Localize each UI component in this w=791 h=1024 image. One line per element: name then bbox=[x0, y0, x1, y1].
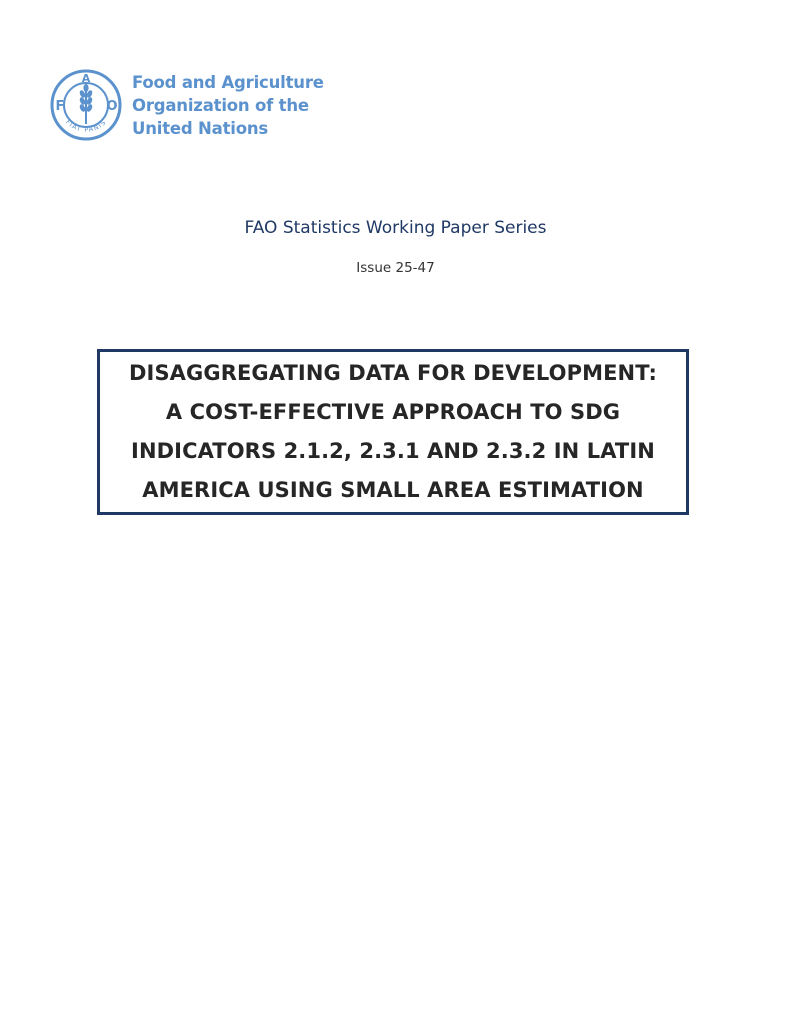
logo-letter-o: O bbox=[106, 99, 118, 114]
fao-logo bbox=[48, 68, 324, 142]
logo-letter-f: F bbox=[55, 99, 65, 114]
title-line: A COST-EFFECTIVE APPROACH TO SDG bbox=[165, 400, 621, 424]
organization-name bbox=[132, 71, 324, 140]
fao-emblem-icon bbox=[48, 68, 124, 142]
document-title bbox=[129, 354, 657, 510]
logo-motto: FIAT PANIS bbox=[63, 117, 109, 134]
series-name: FAO Statistics Working Paper Series bbox=[244, 218, 547, 238]
organization-name-line: United Nations bbox=[132, 118, 269, 138]
title-line: INDICATORS 2.1.2, 2.3.1 AND 2.3.2 IN LATIN bbox=[131, 439, 655, 463]
issue-number: Issue 25-47 bbox=[356, 260, 435, 276]
title-box bbox=[97, 349, 689, 515]
logo-letter-a: A bbox=[81, 72, 91, 85]
organization-name-line: Food and Agriculture bbox=[132, 72, 324, 92]
title-line: DISAGGREGATING DATA FOR DEVELOPMENT: bbox=[129, 361, 657, 385]
title-line: AMERICA USING SMALL AREA ESTIMATION bbox=[142, 478, 644, 502]
wheat-icon bbox=[79, 84, 94, 124]
organization-name-line: Organization of the bbox=[132, 95, 309, 115]
